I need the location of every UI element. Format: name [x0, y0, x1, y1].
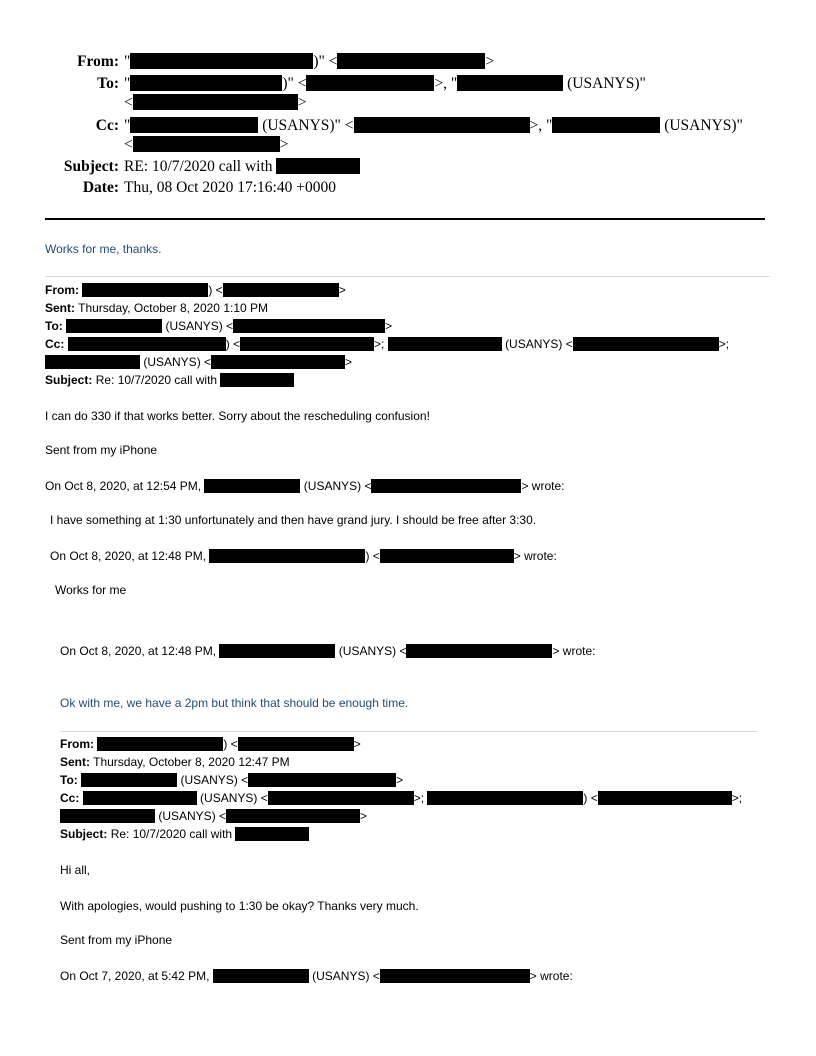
- msg1-subject-value: Re: 10/7/2020 call with: [95, 373, 218, 387]
- redaction: [406, 644, 552, 658]
- redaction: [219, 644, 335, 658]
- redaction: [209, 549, 365, 563]
- quote1-wrote-line: [50, 547, 557, 565]
- redaction: [268, 791, 414, 805]
- msg1-from-text: ) <: [208, 283, 223, 297]
- quote3-from-text: ) <: [223, 737, 238, 751]
- redaction: [306, 75, 434, 91]
- header-from-text: >: [485, 53, 495, 70]
- redaction: [45, 355, 140, 369]
- redaction: [233, 319, 385, 333]
- redaction: [66, 319, 162, 333]
- quote3-cc-row: [60, 789, 742, 807]
- header-to-label: To:: [97, 75, 119, 92]
- quote3-to-row: [60, 771, 403, 789]
- quote3-from-row: [60, 735, 361, 753]
- redaction: [235, 827, 309, 841]
- redaction: [130, 75, 282, 91]
- msg1-from-text: >: [338, 283, 346, 297]
- msg1-cc-text: (USANYS) <: [505, 337, 573, 351]
- quote3-body: Ok with me, we have a 2pm but think that should be enough time.: [60, 696, 409, 710]
- header-cc-label: Cc:: [95, 117, 119, 134]
- msg1-from-row: [45, 281, 346, 299]
- redaction: [226, 809, 360, 823]
- quote3-cc-text: >;: [413, 791, 425, 805]
- quote3-cc-text: (USANYS) <: [158, 809, 227, 823]
- message-separator: [60, 731, 757, 732]
- quote-mark: ": [124, 75, 131, 92]
- redaction: [60, 809, 155, 823]
- quote3-cc-row-2: [60, 807, 367, 825]
- quote3-sent-row: [60, 753, 290, 771]
- quote3-wrote-text: > wrote:: [529, 969, 573, 983]
- quote2-wrote-line: [60, 642, 596, 660]
- quote3-wrote-line: [60, 967, 573, 985]
- msg1-sent-label: Sent:: [45, 301, 75, 315]
- quote3-message: With apologies, would pushing to 1:30 be okay? Thanks very much.: [60, 899, 419, 913]
- quote1-wrote-text: On Oct 8, 2020, at 12:48 PM,: [50, 549, 207, 563]
- msg1-to-row: [45, 317, 392, 335]
- quote3-wrote-text: (USANYS) <: [312, 969, 380, 983]
- quote-mark: ": [124, 117, 131, 134]
- redaction: [220, 373, 294, 387]
- redaction: [130, 53, 313, 69]
- header-cc-row-2: [124, 135, 289, 155]
- msg1-cc-text: >;: [718, 337, 730, 351]
- msg1-to-label: To:: [45, 319, 63, 333]
- msg1-subject-label: Subject:: [45, 373, 93, 387]
- redaction: [380, 969, 530, 983]
- msg1-sent-value: Thursday, October 8, 2020 1:10 PM: [78, 301, 269, 315]
- msg1-cc-text: >: [345, 355, 353, 369]
- header-cc-row: [0, 116, 816, 136]
- quote1-wrote-text: > wrote:: [513, 549, 557, 563]
- reply-body: Works for me, thanks.: [45, 242, 162, 256]
- msg1-wrote-line: [45, 477, 565, 495]
- quote3-to-text: (USANYS) <: [180, 773, 249, 787]
- redaction: [213, 969, 309, 983]
- quote3-subject-value: Re: 10/7/2020 call with: [110, 827, 233, 841]
- redaction: [371, 479, 521, 493]
- header-cc-text: (USANYS)" <: [262, 117, 354, 134]
- redaction: [81, 773, 177, 787]
- redaction: [97, 737, 223, 751]
- quote3-wrote-text: On Oct 7, 2020, at 5:42 PM,: [60, 969, 210, 983]
- quote3-cc-text: >;: [731, 791, 743, 805]
- redaction: [211, 355, 345, 369]
- quote2-wrote-text: On Oct 8, 2020, at 12:48 PM,: [60, 644, 217, 658]
- quote3-cc-text: >: [360, 809, 368, 823]
- quote3-greeting: Hi all,: [60, 863, 91, 877]
- message-separator: [45, 276, 770, 277]
- redaction: [133, 136, 280, 152]
- redaction: [552, 117, 660, 133]
- header-cc-text: (USANYS)": [664, 117, 743, 134]
- msg1-cc-text: >;: [374, 337, 385, 351]
- quote3-cc-text: (USANYS) <: [200, 791, 268, 805]
- quote1-wrote-text: ) <: [365, 549, 380, 563]
- header-to-row-2: [124, 93, 307, 113]
- quote3-from-text: >: [353, 737, 361, 751]
- quote2-body: Works for me: [55, 583, 127, 597]
- header-divider: [45, 218, 765, 220]
- redaction: [598, 791, 732, 805]
- msg1-signature: Sent from my iPhone: [45, 443, 158, 457]
- redaction: [204, 479, 300, 493]
- redaction: [223, 283, 339, 297]
- header-subject-label: Subject:: [63, 158, 119, 175]
- header-cc-text: <: [124, 136, 133, 153]
- quote1-body: I have something at 1:30 unfortunately and then have grand jury. I should be free after 3:30.: [50, 513, 537, 527]
- redaction: [133, 94, 298, 110]
- msg1-subject-row: [45, 371, 294, 389]
- header-to-text: )" <: [282, 75, 307, 92]
- quote3-cc-text: ) <: [583, 791, 598, 805]
- header-subject-row: [0, 157, 816, 177]
- msg1-wrote-text: > wrote:: [521, 479, 565, 493]
- msg1-wrote-text: (USANYS) <: [303, 479, 372, 493]
- redaction: [83, 791, 197, 805]
- header-to-row: [0, 74, 816, 94]
- redaction: [240, 337, 374, 351]
- quote3-subject-label: Subject:: [60, 827, 108, 841]
- quote3-to-label: To:: [60, 773, 78, 787]
- quote3-from-label: From:: [60, 737, 94, 751]
- redaction: [82, 283, 208, 297]
- quote3-subject-row: [60, 825, 309, 843]
- redaction: [248, 773, 396, 787]
- quote3-to-text: >: [396, 773, 404, 787]
- header-to-text: >: [297, 94, 307, 111]
- msg1-cc-text: (USANYS) <: [143, 355, 212, 369]
- redaction: [130, 117, 258, 133]
- msg1-sent-row: [45, 299, 268, 317]
- redaction: [380, 549, 514, 563]
- redaction: [68, 337, 226, 351]
- redaction: [238, 737, 354, 751]
- header-subject-value: RE: 10/7/2020 call with: [124, 158, 273, 175]
- quote-mark: ": [124, 53, 131, 70]
- quote3-sent-value: Thursday, October 8, 2020 12:47 PM: [93, 755, 290, 769]
- header-from-row: [0, 52, 816, 72]
- redaction: [276, 158, 360, 174]
- header-to-text: <: [124, 94, 133, 111]
- header-cc-text: >: [279, 136, 289, 153]
- quote2-wrote-text: > wrote:: [552, 644, 596, 658]
- header-date-value: Thu, 08 Oct 2020 17:16:40 +0000: [124, 179, 336, 196]
- redaction: [457, 75, 563, 91]
- msg1-wrote-text: On Oct 8, 2020, at 12:54 PM,: [45, 479, 202, 493]
- msg1-cc-row: [45, 335, 729, 353]
- redaction: [427, 791, 583, 805]
- quote3-signature: Sent from my iPhone: [60, 933, 173, 947]
- header-to-text: >, ": [434, 75, 458, 92]
- quote3-cc-label: Cc:: [60, 791, 80, 805]
- header-to-text: (USANYS)": [567, 75, 646, 92]
- quote2-wrote-text: (USANYS) <: [338, 644, 407, 658]
- redaction: [337, 53, 485, 69]
- msg1-cc-row-2: [45, 353, 352, 371]
- msg1-cc-label: Cc:: [45, 337, 65, 351]
- msg1-from-label: From:: [45, 283, 79, 297]
- header-cc-text: >, ": [529, 117, 553, 134]
- redaction: [388, 337, 502, 351]
- msg1-to-text: >: [385, 319, 393, 333]
- redaction: [573, 337, 719, 351]
- header-from-text: )" <: [313, 53, 338, 70]
- quote3-sent-label: Sent:: [60, 755, 90, 769]
- header-from-label: From:: [77, 53, 119, 70]
- header-date-label: Date:: [82, 179, 119, 196]
- redaction: [354, 117, 530, 133]
- msg1-to-text: (USANYS) <: [165, 319, 234, 333]
- msg1-body: I can do 330 if that works better. Sorry about the rescheduling confusion!: [45, 409, 430, 423]
- msg1-cc-text: ) <: [225, 337, 241, 351]
- header-date-row: [0, 178, 816, 198]
